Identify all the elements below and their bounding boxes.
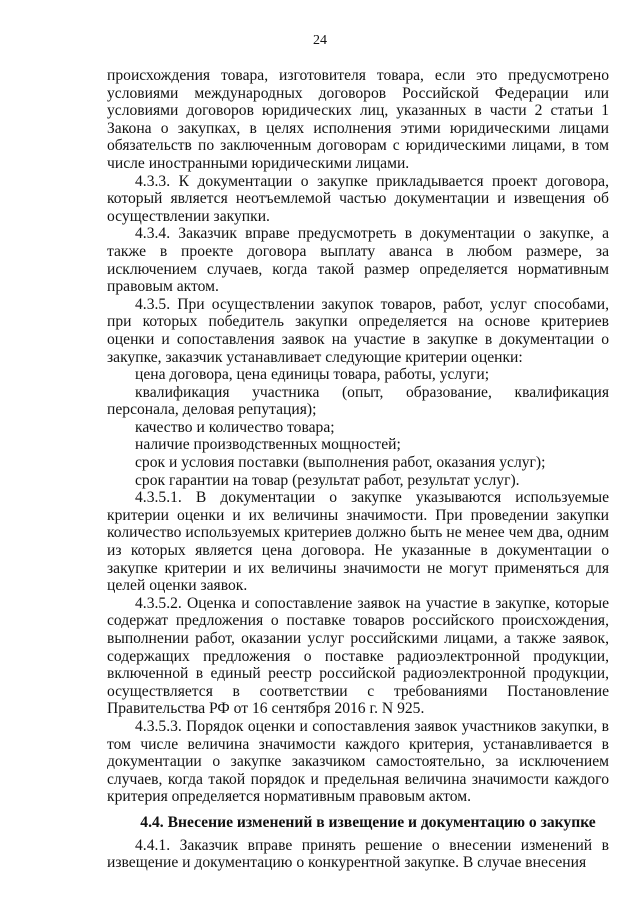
- paragraph-4-3-5-1: 4.3.5.1. В документации о закупке указываются используемые критерии оценки и их величины значимости. При проведении закупки количество используемых критериев должно быть не менее чем два, одним из которых является цена договора. Не указанные в документации о закупке критерии и их величины значимости не могут применяться для целей оценки заявок.: [107, 489, 609, 595]
- paragraph-4-3-5-2: 4.3.5.2. Оценка и сопоставление заявок на участие в закупке, которые содержат предложения о поставке товаров российского происхождения, выполнении работ, оказании услуг российскими лицами, а также заявок, содержащих предложения о поставке радиоэлектронной продукции, включенной в единый реестр российской радиоэлектронной продукции, осуществляется в соответствии с требованиями Постановление Правительства РФ от 16 сентября 2016 г. N 925.: [107, 594, 609, 718]
- criterion-item: срок гарантии на товар (результат работ, результат услуг).: [135, 471, 520, 489]
- page-number: 24: [313, 33, 327, 48]
- criterion-item: наличие производственных мощностей;: [135, 436, 401, 454]
- criterion-item: срок и условия поставки (выполнения работ, оказания услуг);: [135, 454, 546, 472]
- paragraph-continuation: происхождения товара, изготовителя товара, если это предусмотрено условиями международных договоров Российской Федерации или условиями договоров юридических лиц, указанных в части 2 статьи 1 Закона о закупках, в целях исполнения этими юридическими лицами обязательств по заключенным договорам с юридическими лицами, в том числе иностранными юридическими лицами.: [107, 67, 609, 172]
- paragraph-4-3-4: 4.3.4. Заказчик вправе предусмотреть в документации о закупке, а также в проекте договора выплату аванса в любом размере, за исключением случаев, когда такой размер определяется нормативным правовым актом.: [107, 225, 609, 296]
- criterion-item: квалификация участника (опыт, образование, квалификация персонала, деловая репутация);: [107, 383, 609, 419]
- paragraph-4-3-3: 4.3.3. К документации о закупке прикладывается проект договора, который является неотъемлемой частью документации и извещения об осуществлении закупки.: [107, 172, 609, 225]
- criterion-item: цена договора, цена единицы товара, работы, услуги;: [135, 366, 490, 384]
- paragraph-4-3-5: 4.3.5. При осуществлении закупок товаров, работ, услуг способами, при которых победитель закупки определяется на основе критериев оценки и сопоставления заявок на участие в закупке в документации о закупке, заказчик устанавливает следующие критерии оценки:: [107, 295, 609, 366]
- paragraph-4-4-1: 4.4.1. Заказчик вправе принять решение о внесении изменений в извещение и документацию о конкурентной закупке. В случае внесения: [107, 836, 609, 872]
- criterion-item: качество и количество товара;: [135, 418, 335, 436]
- paragraph-4-3-5-3: 4.3.5.3. Порядок оценки и сопоставления заявок участников закупки, в том числе величина значимости каждого критерия, устанавливается в документации о закупке заказчиком самостоятельно, за исключением случаев, когда такой порядок и предельная величина значимости каждого критерия определяется нормативным правовым актом.: [107, 717, 609, 806]
- page-content: [107, 67, 609, 872]
- section-heading: 4.4. Внесение изменений в извещение и документацию о закупке: [140, 813, 596, 831]
